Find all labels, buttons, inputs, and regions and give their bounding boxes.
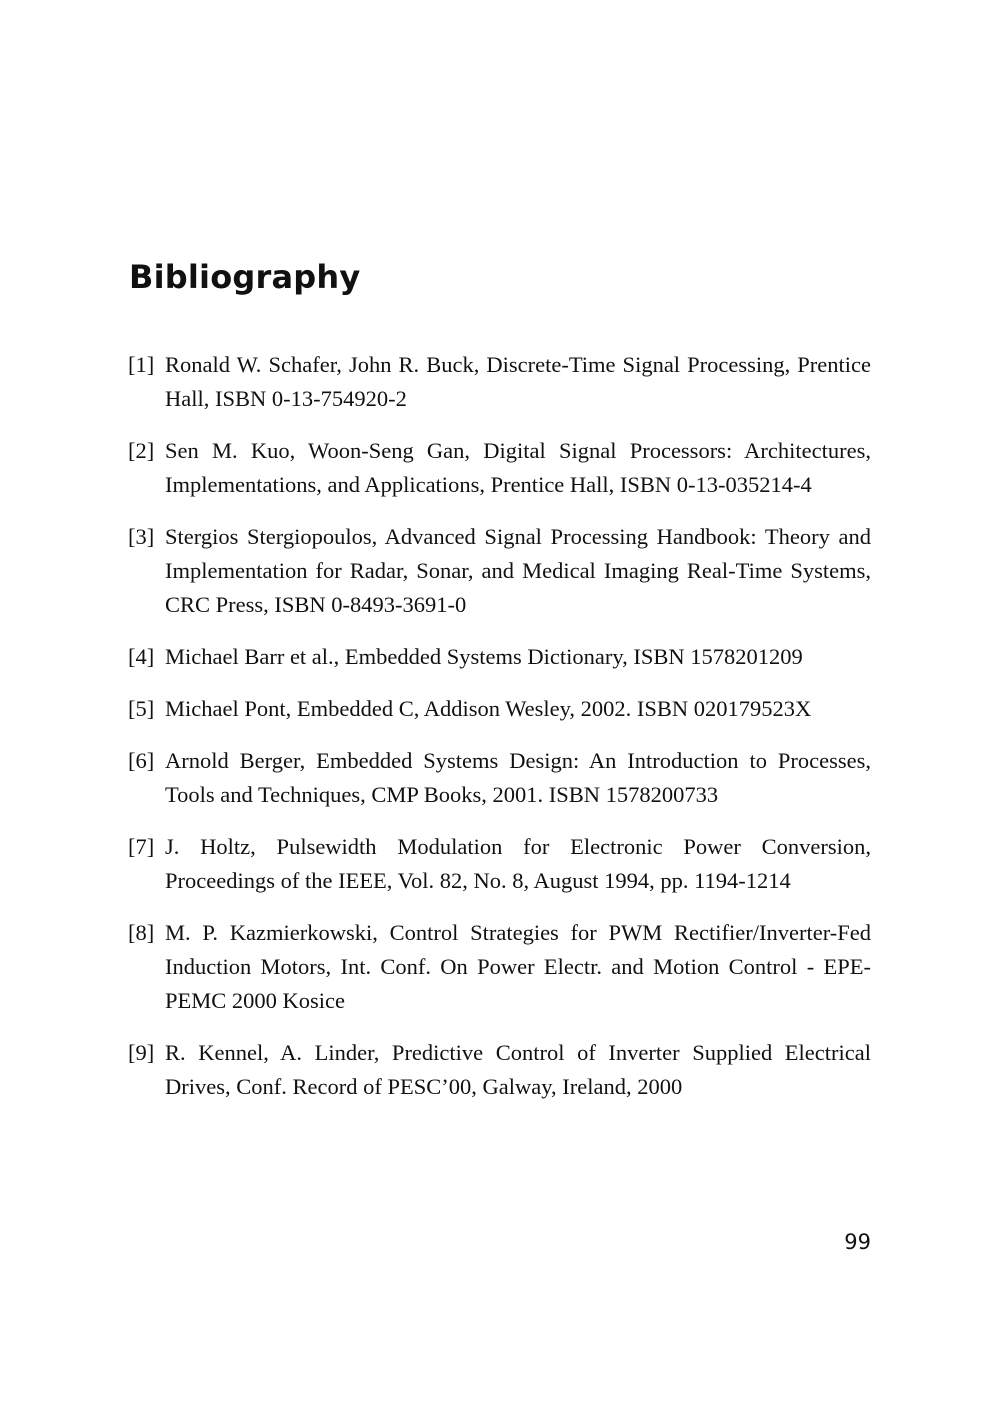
reference-text: Arnold Berger, Embedded Systems Design: An Introduction to Processes, Tools and Techniques, CMP Books, 2001. ISBN 1578200733 — [165, 748, 871, 807]
bibliography-entry — [128, 744, 871, 812]
bibliography-entry — [128, 916, 871, 1018]
reference-number: [2] — [128, 438, 155, 463]
reference-number: [7] — [128, 834, 155, 859]
reference-text: J. Holtz, Pulsewidth Modulation for Electronic Power Conversion, Proceedings of the IEEE, Vol. 82, No. 8, August 1994, pp. 1194-1214 — [165, 834, 871, 893]
reference-text: M. P. Kazmierkowski, Control Strategies for PWM Rectifier/Inverter-Fed Induction Motors, Int. Conf. On Power Electr. and Motion Control - EPE-PEMC 2000 Kosice — [165, 920, 871, 1013]
bibliography-entry — [128, 348, 871, 416]
bibliography-entry — [128, 640, 871, 674]
bibliography-entry — [128, 692, 871, 726]
page-title: Bibliography — [129, 258, 361, 296]
bibliography-list — [128, 348, 871, 1122]
reference-text: Ronald W. Schafer, John R. Buck, Discrete-Time Signal Processing, Prentice Hall, ISBN 0-13-754920-2 — [165, 352, 871, 411]
reference-text: R. Kennel, A. Linder, Predictive Control of Inverter Supplied Electrical Drives, Conf. Record of PESC’00, Galway, Ireland, 2000 — [165, 1040, 871, 1099]
reference-number: [9] — [128, 1040, 155, 1065]
reference-number: [8] — [128, 920, 155, 945]
bibliography-entry — [128, 520, 871, 622]
reference-text: Michael Barr et al., Embedded Systems Dictionary, ISBN 1578201209 — [165, 644, 803, 669]
reference-number: [3] — [128, 524, 155, 549]
page-number: 99 — [844, 1230, 871, 1254]
bibliography-entry — [128, 830, 871, 898]
bibliography-entry — [128, 1036, 871, 1104]
reference-number: [5] — [128, 696, 155, 721]
reference-number: [6] — [128, 748, 155, 773]
reference-text: Stergios Stergiopoulos, Advanced Signal Processing Handbook: Theory and Implementation for Radar, Sonar, and Medical Imaging Real-Time Systems, CRC Press, ISBN 0-8493-3691-0 — [165, 524, 871, 617]
bibliography-entry — [128, 434, 871, 502]
reference-number: [4] — [128, 644, 155, 669]
reference-text: Sen M. Kuo, Woon-Seng Gan, Digital Signal Processors: Architectures, Implementations, and Applications, Prentice Hall, ISBN 0-13-035214-4 — [165, 438, 871, 497]
reference-number: [1] — [128, 352, 155, 377]
reference-text: Michael Pont, Embedded C, Addison Wesley, 2002. ISBN 020179523X — [165, 696, 812, 721]
